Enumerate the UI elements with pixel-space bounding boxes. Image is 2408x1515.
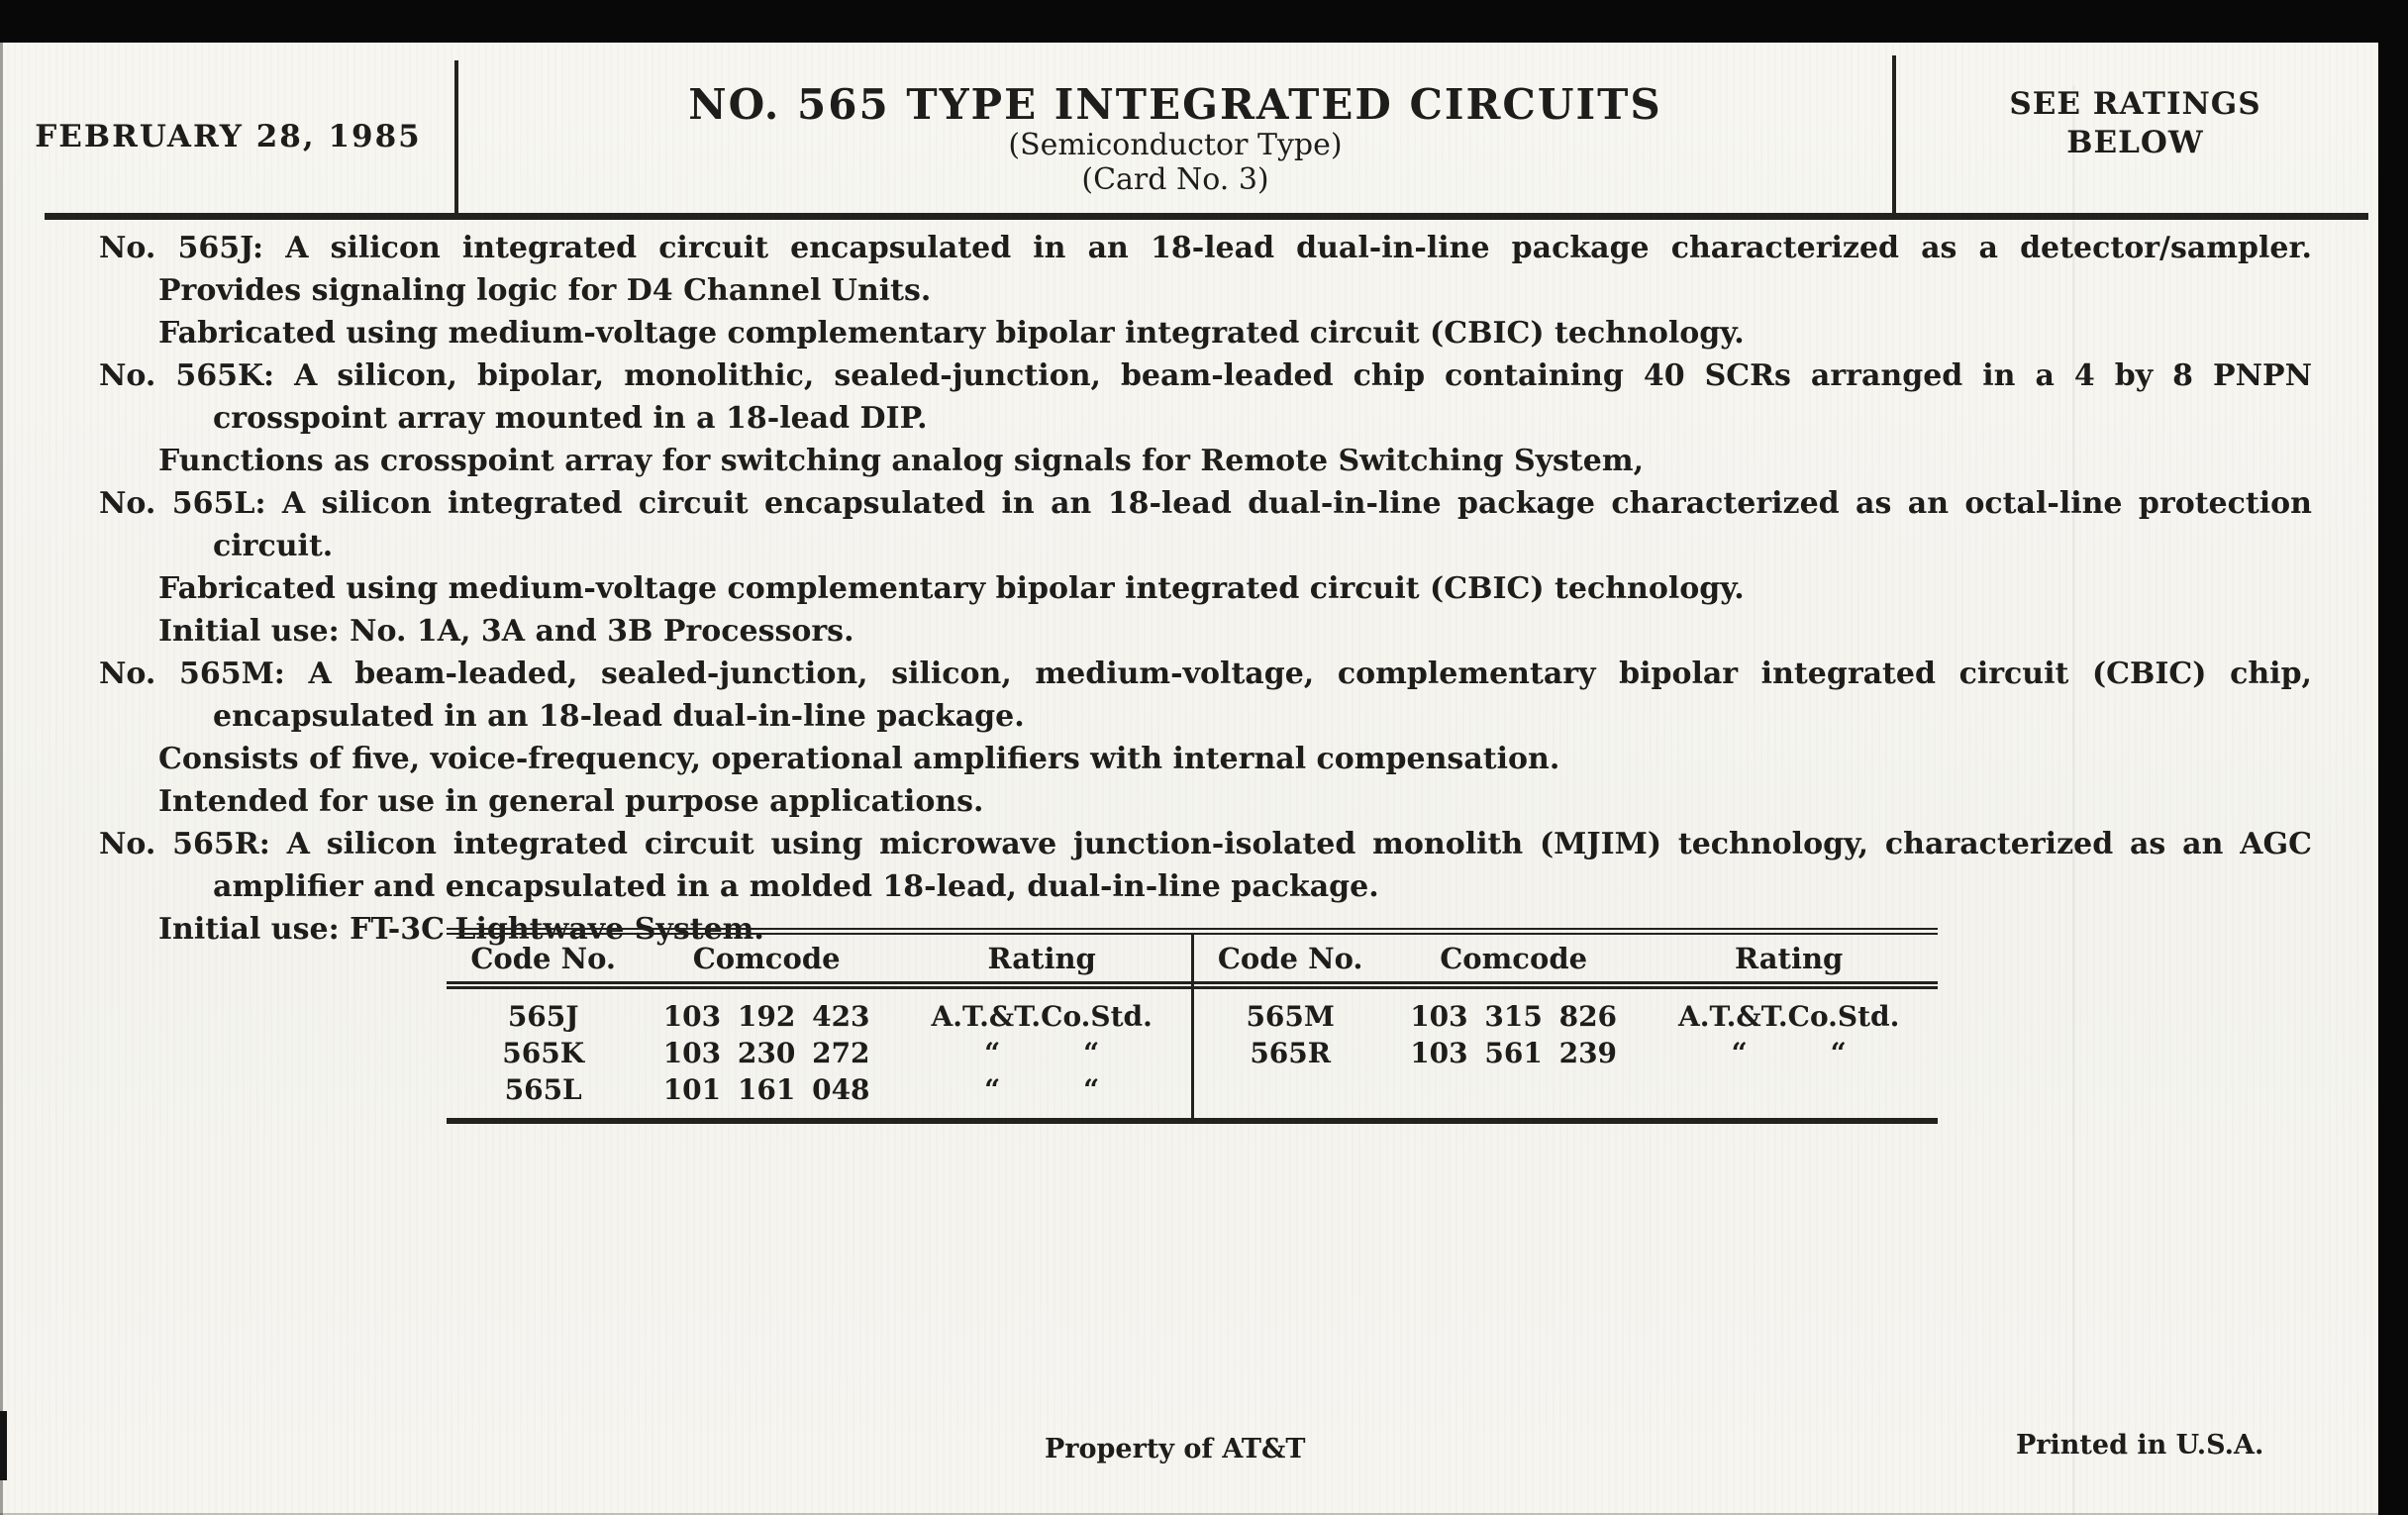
cell-comcode: 103 192 423 [662,1000,870,1033]
ditto-mark: “ [1731,1037,1748,1069]
entry-565j-note-1: Provides signaling logic for D4 Channel Units. [158,273,932,308]
entry-565m-main: No. 565M: A beam-leaded, sealed-junction, silicon, medium-voltage, complementary bipolar integrated circuit (CBIC) chip, encapsulated in an 18-lead dual-in-line package. [99,656,2312,734]
subtitle-semiconductor-type: (Semiconductor Type) [1008,128,1343,162]
property-notice: Property of AT&T [1045,1434,1306,1464]
table-row-565r [1194,1035,1939,1071]
ratings-note-line1: SEE RATINGS [2009,86,2261,122]
date-label: FEBRUARY 28, 1985 [35,119,422,154]
ditto-mark: “ [1083,1037,1100,1069]
cell-rating: A.T.&T.Co.Std. [931,1000,1153,1033]
entry-565l-note-2: Initial use: No. 1A, 3A and 3B Processors. [158,614,854,649]
cell-rating: A.T.&T.Co.Std. [1677,1000,1900,1033]
header-rule [45,213,2368,220]
scan-edge-artifact [0,1411,7,1480]
column-header-comcode: Comcode [1440,941,1588,975]
entry-565l-main: No. 565L: A silicon integrated circuit encapsulated in an 18-lead dual-in-line package characterized as an octal-line protection circuit. [99,486,2312,563]
cell-code: 565R [1250,1037,1332,1069]
column-header-code-no: Code No. [1217,941,1363,975]
cell-rating-ditto [893,1037,1191,1069]
title-block [456,82,1894,197]
ratings-table-right-body [1194,989,1939,1071]
column-header-code-no: Code No. [470,941,617,975]
cell-code: 565K [502,1037,585,1069]
entry-565j-main: No. 565J: A silicon integrated circuit encapsulated in an 18-lead dual-in-line package characterized as a detector/sampler. [99,231,2312,265]
scan-streak-artifact [2072,85,2075,1515]
ratings-note [1894,85,2376,162]
cell-rating-ditto [893,1073,1191,1106]
entry-565m-note-1: Consists of five, voice-frequency, operational amplifiers with internal compensation. [158,742,1560,776]
ratings-table-right-header [1194,935,1939,989]
cell-rating-ditto [1640,1037,1938,1069]
printed-notice: Printed in U.S.A. [2016,1430,2264,1461]
ditto-mark: “ [1083,1073,1100,1106]
cell-code: 565L [504,1073,582,1106]
ratings-table-left-body [447,989,1191,1108]
cell-code: 565J [507,1000,579,1033]
subtitle-card-number: (Card No. 3) [1081,162,1269,197]
ratings-table-right [1194,935,1939,1118]
table-row-565j [447,998,1191,1035]
column-header-rating: Rating [987,941,1096,975]
ratings-note-line2: BELOW [2066,125,2204,160]
ditto-mark: “ [984,1037,1001,1069]
ditto-mark: “ [984,1073,1001,1106]
cell-comcode: 103 230 272 [662,1037,870,1069]
column-header-comcode: Comcode [692,941,841,975]
cell-comcode: 101 161 048 [662,1073,870,1106]
cell-code: 565M [1246,1000,1335,1033]
ratings-table [447,928,1938,1124]
scan-edge-left [0,43,3,1515]
table-row-565k [447,1035,1191,1071]
entry-565r-note-1: Initial use: FT-3C Lightwave System. [158,912,764,947]
page-title: NO. 565 TYPE INTEGRATED CIRCUITS [688,80,1662,129]
document-header [0,43,2378,221]
ditto-mark: “ [1830,1037,1847,1069]
table-row-565m [1194,998,1939,1035]
cell-comcode: 103 561 239 [1410,1037,1618,1069]
cell-comcode: 103 315 826 [1410,1000,1618,1033]
entry-565r-main: No. 565R: A silicon integrated circuit using microwave junction-isolated monolith (MJIM) technology, characterized as an AGC amplifier and encapsulated in a molded 18-lead, dual-in-line package. [99,827,2312,904]
document-card [0,43,2378,1515]
column-header-rating: Rating [1735,941,1844,975]
table-row-565l [447,1071,1191,1108]
entry-565k-main: No. 565K: A silicon, bipolar, monolithic, sealed-junction, beam-leaded chip containing 40 SCRs arranged in a 4 by 8 PNPN crosspoint array mounted in a 18-lead DIP. [99,358,2312,436]
entry-565k-note-1: Functions as crosspoint array for switching analog signals for Remote Switching System, [158,444,1645,478]
ratings-table-left-header [447,935,1191,989]
entry-565j-note-2: Fabricated using medium-voltage complementary bipolar integrated circuit (CBIC) technology. [158,316,1745,351]
entry-565l-note-1: Fabricated using medium-voltage complementary bipolar integrated circuit (CBIC) technology. [158,571,1745,606]
entry-565m-note-2: Intended for use in general purpose applications. [158,784,984,819]
ratings-table-left [447,935,1191,1118]
descriptions-section [99,227,2312,951]
